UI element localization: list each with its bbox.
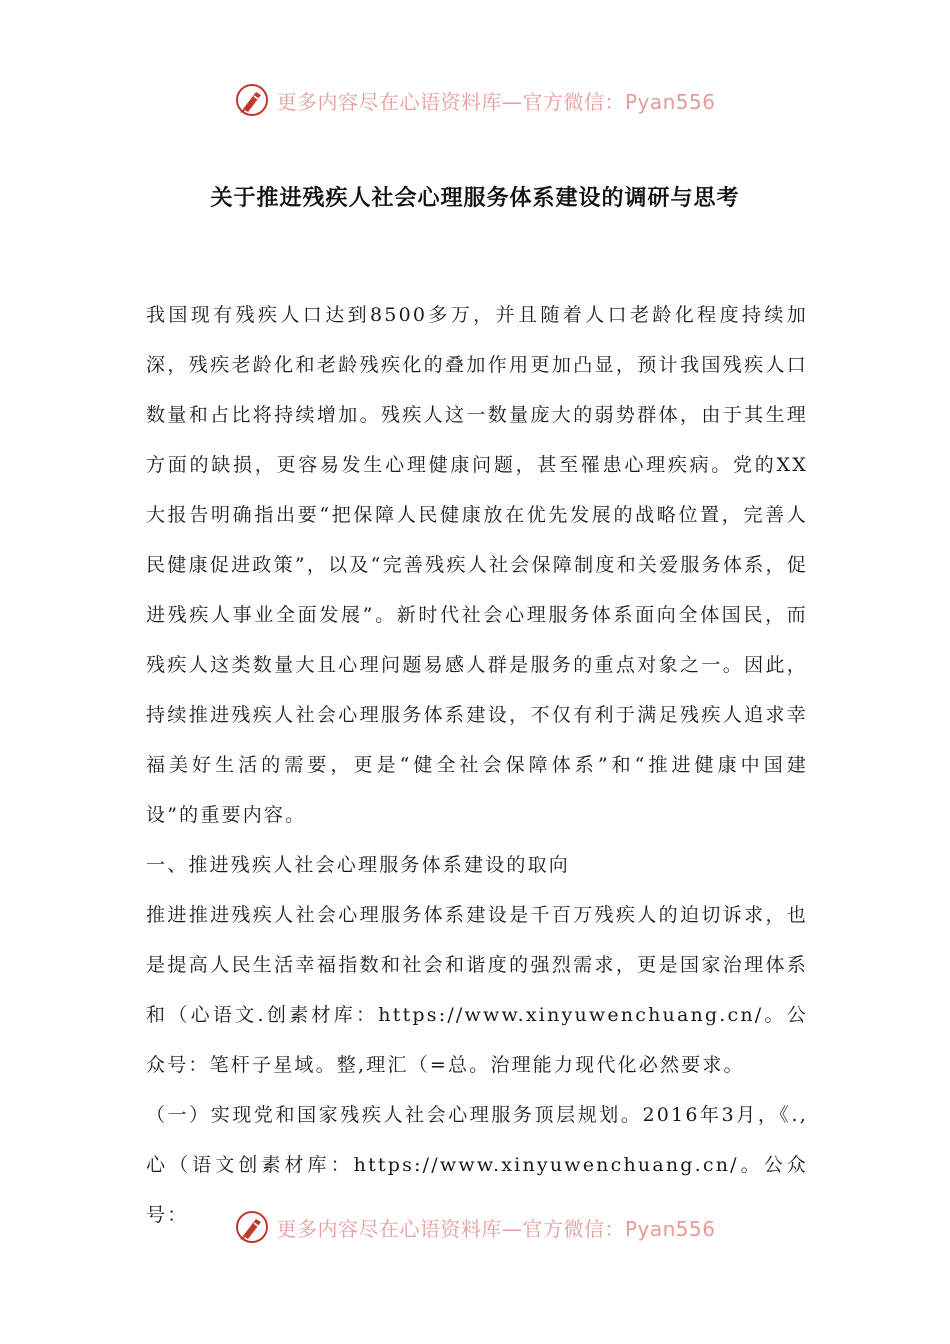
section-heading: 一、推进残疾人社会心理服务体系建设的取向 xyxy=(146,854,571,876)
subsection-heading: （一）实现党和国家残疾人社会心理服务顶层规划。2016年3月，《.,心（语文创素材库：https://www.xinyuwenchuang.cn/。公众号： xyxy=(146,1104,808,1226)
pen-nib-logo-icon xyxy=(234,82,270,118)
document-title: 关于推进残疾人社会心理服务体系建设的调研与思考 xyxy=(210,186,740,211)
paragraph-section-1: 推进推进残疾人社会心理服务体系建设是千百万残疾人的迫切诉求，也是提高人民生活幸福指数和社会和谐度的强烈需求，更是国家治理体系和（心语文.创素材库：https://www.xinyuwenchuang.cn/。公众号：笔杆子星域。整,理汇（=总。治理能力现代化必然要求。 xyxy=(146,904,808,1076)
banner-text: 更多内容尽在心语资料库—官方微信：Pyan556 xyxy=(276,1216,716,1241)
footer-banner xyxy=(0,1209,950,1245)
header-banner xyxy=(0,82,950,118)
banner-text: 更多内容尽在心语资料库—官方微信：Pyan556 xyxy=(276,89,716,114)
document-body xyxy=(146,290,808,1240)
pen-nib-logo-icon xyxy=(234,1209,270,1245)
paragraph-intro: 我国现有残疾人口达到8500多万，并且随着人口老龄化程度持续加深，残疾老龄化和老龄残疾化的叠加作用更加凸显，预计我国残疾人口数量和占比将持续增加。残疾人这一数量庞大的弱势群体，由于其生理方面的缺损，更容易发生心理健康问题，甚至罹患心理疾病。党的XX大报告明确指出要“把保障人民健康放在优先发展的战略位置，完善人民健康促进政策”，以及“完善残疾人社会保障制度和关爱服务体系，促进残疾人事业全面发展”。新时代社会心理服务体系面向全体国民，而残疾人这类数量大且心理问题易感人群是服务的重点对象之一。因此，持续推进残疾人社会心理服务体系建设，不仅有利于满足残疾人追求幸福美好生活的需要，更是“健全社会保障体系”和“推进健康中国建设”的重要内容。 xyxy=(146,304,808,826)
